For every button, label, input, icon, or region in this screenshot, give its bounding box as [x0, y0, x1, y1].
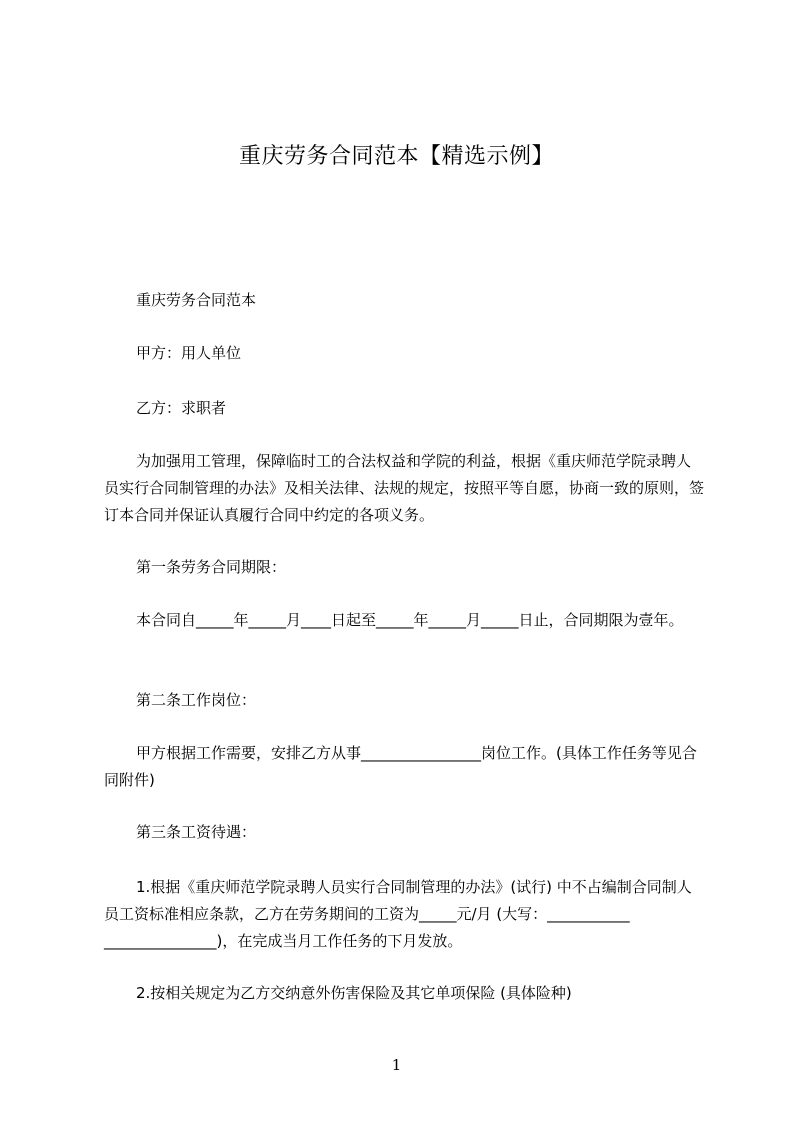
paragraph-party-b: 乙方：求职者: [136, 399, 227, 417]
document-title: 重庆劳务合同范本【精选示例】: [238, 144, 554, 169]
paragraph-contract-term: 本合同自_____年_____月____日起至_____年_____月_____日止，合同期限为壹年。: [136, 611, 684, 629]
paragraph-party-a: 甲方：用人单位: [136, 344, 242, 362]
paragraph-salary-clause-1: 1.根据《重庆师范学院录聘人员实行合同制管理的办法》(试行) 中不占编制合同制人员工资标准相应条款，乙方在劳务期间的工资为_____元/月 (大写：___________ _______________)，在完成当月工作任务的下月发放。: [104, 878, 692, 950]
paragraph-salary-clause-2: 2.按相关规定为乙方交纳意外伤害保险及其它单项保险 (具体险种): [136, 984, 572, 1002]
paragraph-job-position: 甲方根据工作需要，安排乙方从事________________岗位工作。(具体工作任务等见合同附件): [104, 744, 697, 789]
paragraph-preamble: 为加强用工管理，保障临时工的合法权益和学院的利益，根据《重庆师范学院录聘人员实行合同制管理的办法》及相关法律、法规的规定，按照平等自愿，协商一致的原则，签订本合同并保证认真履行合同中约定的各项义务。: [104, 452, 705, 524]
heading-article-2: 第二条工作岗位：: [136, 691, 257, 709]
paragraph-contract-name: 重庆劳务合同范本: [136, 291, 257, 309]
heading-article-3: 第三条工资待遇：: [136, 823, 257, 841]
page-number: 1: [391, 1056, 402, 1074]
heading-article-1: 第一条劳务合同期限：: [136, 558, 287, 576]
